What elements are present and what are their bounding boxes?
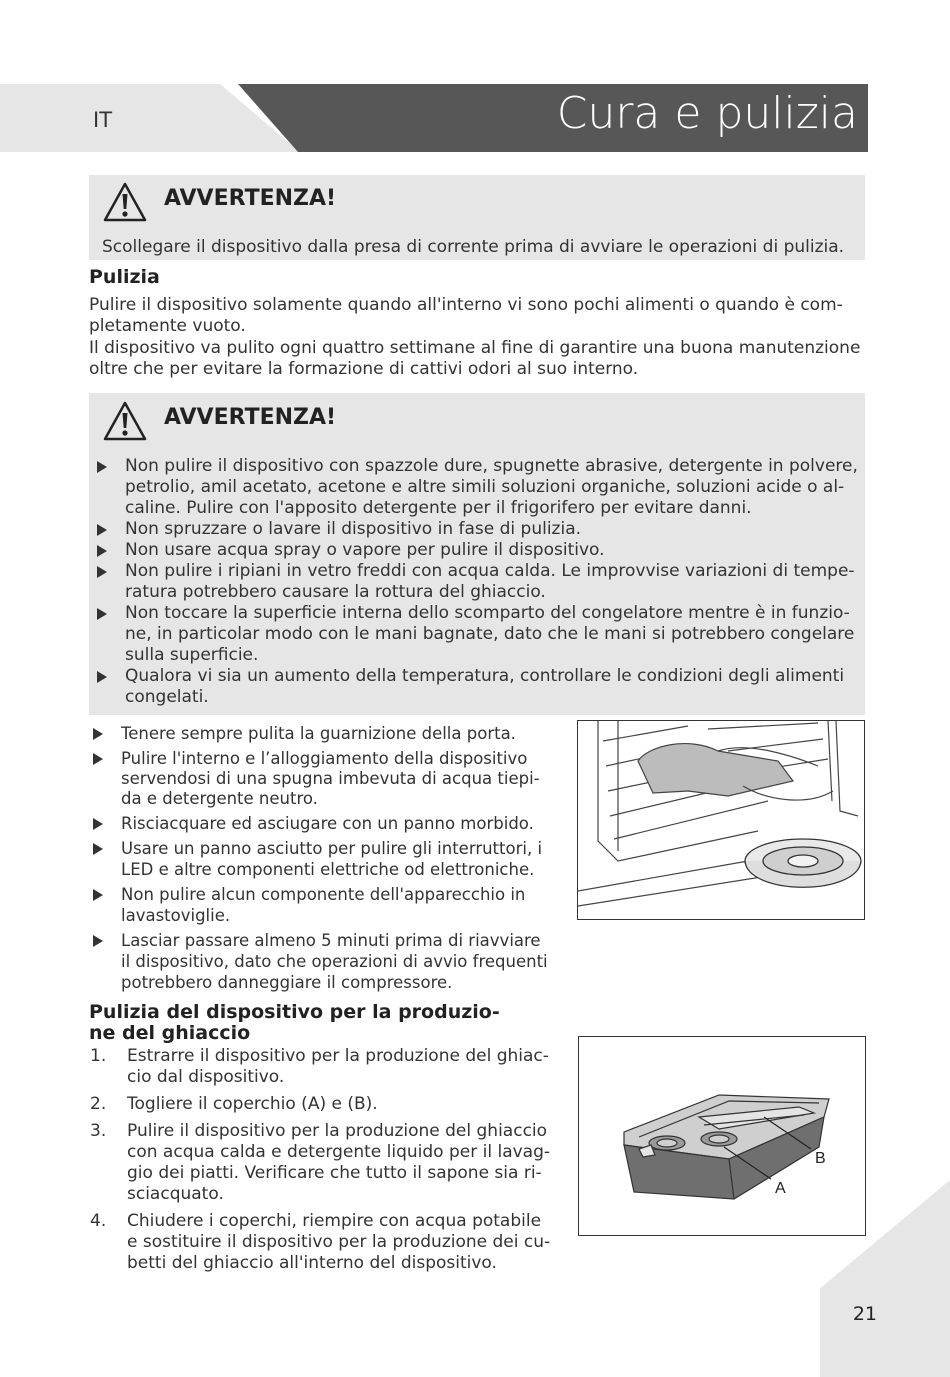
text-line: lavastoviglie. bbox=[121, 906, 231, 925]
figure-cleaning-interior bbox=[577, 720, 865, 920]
text-line: sulla superficie. bbox=[125, 645, 259, 665]
icemaker-steps bbox=[90, 1046, 564, 1274]
warning-title: AVVERTENZA! bbox=[164, 186, 337, 211]
bullet-arrow-icon bbox=[93, 753, 103, 765]
warning-text: Scollegare il dispositivo dalla presa di corrente prima di avviare le operazioni di pulizia. bbox=[102, 237, 845, 257]
warning-box-1 bbox=[89, 175, 865, 260]
text-line: Pulire il dispositivo per la produzione del ghiaccio bbox=[127, 1121, 548, 1141]
text-line: Non usare acqua spray o vapore per pulire il dispositivo. bbox=[125, 540, 605, 560]
warning-icon bbox=[103, 182, 147, 222]
icemaker-illustration bbox=[579, 1037, 865, 1235]
figure-icemaker bbox=[578, 1036, 866, 1236]
warning-title: AVVERTENZA! bbox=[164, 405, 337, 430]
list-item bbox=[85, 723, 565, 744]
text-line: Non pulire i ripiani in vetro freddi con acqua calda. Le improvvise variazioni di tempe- bbox=[125, 561, 855, 581]
text-line: Non spruzzare o lavare il dispositivo in fase di pulizia. bbox=[125, 519, 582, 539]
bullet-arrow-icon bbox=[97, 566, 107, 578]
warning-list bbox=[89, 456, 864, 708]
list-item bbox=[90, 1121, 564, 1205]
text-line: Chiudere i coperchi, riempire con acqua potabile bbox=[127, 1211, 542, 1231]
bullet-arrow-icon bbox=[97, 524, 107, 536]
text-line: Pulire l'interno e l’alloggiamento della dispositivo bbox=[121, 749, 528, 768]
cleaning-paragraph-1 bbox=[89, 295, 843, 337]
warning-box-2 bbox=[89, 393, 865, 715]
step-number: 2. bbox=[90, 1094, 107, 1114]
list-item bbox=[90, 1094, 564, 1115]
text-line: ne, in particolar modo con le mani bagnate, dato che le mani si potrebbero congelare bbox=[125, 624, 855, 644]
list-item bbox=[90, 1046, 564, 1088]
list-item bbox=[90, 1211, 564, 1274]
list-item bbox=[89, 456, 864, 519]
text-line: Pulizia del dispositivo per la produzio- bbox=[89, 1001, 500, 1023]
text-line: da e detergente neutro. bbox=[121, 789, 318, 808]
step-number: 4. bbox=[90, 1211, 107, 1231]
text-line: pletamente vuoto. bbox=[89, 316, 246, 336]
bullet-arrow-icon bbox=[97, 608, 107, 620]
text-line: Togliere il coperchio (A) e (B). bbox=[127, 1094, 378, 1114]
list-item bbox=[85, 838, 565, 880]
text-line: sciacquato. bbox=[127, 1184, 224, 1204]
list-item bbox=[89, 666, 864, 708]
text-line: Tenere sempre pulita la guarnizione della porta. bbox=[121, 724, 516, 743]
list-item bbox=[85, 930, 565, 993]
section-heading-cleaning: Pulizia bbox=[89, 266, 160, 288]
text-line: Il dispositivo va pulito ogni quattro settimane al fine di garantire una buona manutenzione bbox=[89, 338, 861, 358]
cleaning-paragraph-2 bbox=[89, 338, 860, 380]
bullet-arrow-icon bbox=[93, 843, 103, 855]
text-line: con acqua calda e detergente liquido per il lavag- bbox=[127, 1142, 551, 1162]
step-number: 1. bbox=[90, 1046, 107, 1066]
text-line: potrebbero danneggiare il compressore. bbox=[121, 973, 453, 992]
list-item bbox=[89, 561, 864, 603]
bullet-arrow-icon bbox=[97, 671, 107, 683]
text-line: caline. Pulire con l'apposito detergente per il frigorifero per evitare danni. bbox=[125, 498, 752, 518]
list-item bbox=[85, 748, 565, 809]
text-line: Usare un panno asciutto per pulire gli interruttori, i bbox=[121, 839, 543, 858]
list-item bbox=[85, 813, 565, 834]
step-number: 3. bbox=[90, 1121, 107, 1141]
text-line: Non toccare la superficie interna dello scomparto del congelatore mentre è in funzio- bbox=[125, 603, 850, 623]
text-line: ratura potrebbero causare la rottura del ghiaccio. bbox=[125, 582, 546, 602]
label-b: B bbox=[815, 1150, 826, 1167]
text-line: Estrarre il dispositivo per la produzione del ghiac- bbox=[127, 1046, 549, 1066]
bullet-arrow-icon bbox=[93, 889, 103, 901]
text-line: Lasciar passare almeno 5 minuti prima di riavviare bbox=[121, 931, 541, 950]
list-item bbox=[89, 540, 864, 561]
bullet-arrow-icon bbox=[97, 461, 107, 473]
cleaning-illustration bbox=[578, 721, 864, 919]
section-heading-icemaker bbox=[89, 1002, 500, 1044]
text-line: oltre che per evitare la formazione di cattivi odori al suo interno. bbox=[89, 359, 639, 379]
text-line: ne del ghiaccio bbox=[89, 1022, 251, 1044]
text-line: Qualora vi sia un aumento della temperatura, controllare le condizioni degli alimenti bbox=[125, 666, 845, 686]
list-item bbox=[85, 884, 565, 926]
label-a: A bbox=[775, 1180, 786, 1197]
list-item bbox=[89, 519, 864, 540]
page-title: Cura e pulizia bbox=[556, 88, 858, 139]
text-line: Risciacquare ed asciugare con un panno morbido. bbox=[121, 814, 534, 833]
text-line: Non pulire alcun componente dell'apparecchio in bbox=[121, 885, 526, 904]
page-number: 21 bbox=[852, 1303, 877, 1325]
warning-icon bbox=[103, 401, 147, 441]
text-line: cio dal dispositivo. bbox=[127, 1067, 285, 1087]
text-line: e sostituire il dispositivo per la produzione dei cu- bbox=[127, 1232, 551, 1252]
cleaning-tips-list bbox=[85, 723, 565, 993]
list-item bbox=[89, 603, 864, 666]
bullet-arrow-icon bbox=[97, 545, 107, 557]
text-line: petrolio, amil acetato, acetone e altre simili soluzioni organiche, soluzioni acide o al- bbox=[125, 477, 845, 497]
text-line: LED e altre componenti elettriche od elettroniche. bbox=[121, 860, 535, 879]
text-line: betti del ghiaccio all'interno del dispositivo. bbox=[127, 1253, 497, 1273]
text-line: gio dei piatti. Verificare che tutto il sapone sia ri- bbox=[127, 1163, 542, 1183]
bullet-arrow-icon bbox=[93, 728, 103, 740]
text-line: servendosi di una spugna imbevuta di acqua tiepi- bbox=[121, 769, 540, 788]
text-line: Non pulire il dispositivo con spazzole dure, spugnette abrasive, detergente in polvere, bbox=[125, 456, 858, 476]
text-line: il dispositivo, dato che operazioni di avvio frequenti bbox=[121, 952, 548, 971]
language-label: IT bbox=[93, 108, 113, 132]
text-line: Pulire il dispositivo solamente quando all'interno vi sono pochi alimenti o quando è com- bbox=[89, 295, 843, 315]
bullet-arrow-icon bbox=[93, 818, 103, 830]
text-line: congelati. bbox=[125, 687, 209, 707]
bullet-arrow-icon bbox=[93, 935, 103, 947]
